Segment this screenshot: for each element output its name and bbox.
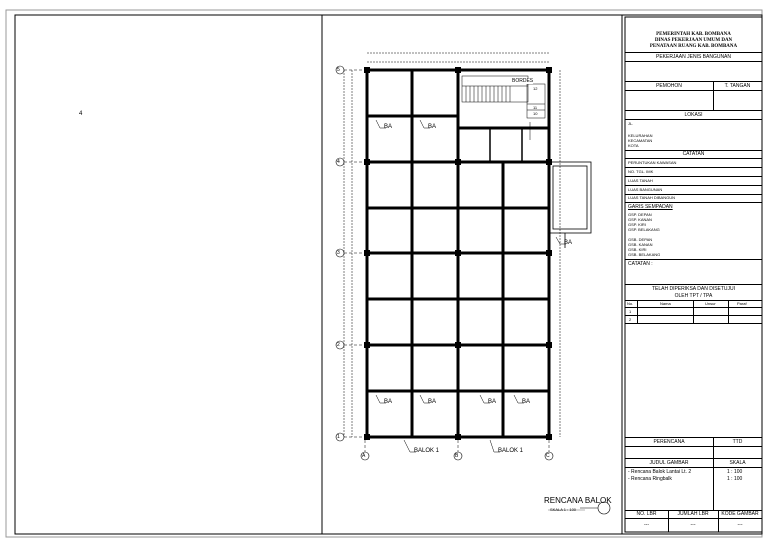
catatan2-label: CATATAN : [628,261,653,267]
grid-bubbles [336,66,553,460]
ba-label: BA [428,399,437,405]
gsp-kiri: GSP. KIRI [628,222,646,227]
table-row-2: 2 [629,317,632,322]
gsb-depan: GSB. DEPAN [628,237,653,242]
no-lbr-value: --- [644,522,649,528]
divider [718,510,719,532]
judul-gambar-label: JUDUL GAMBAR [649,460,689,466]
ba-leaders [376,120,566,452]
skala-line-1: 1 : 100 [727,469,743,475]
grid-label-3: 3 [337,250,340,256]
judul-line-2: - Rencana Ringbalk [628,476,672,482]
ttangan-label: T. TANGAN [724,83,751,89]
divider [625,284,762,285]
perencana-label: PERENCANA [653,439,685,445]
divider [625,202,762,203]
bordes-label: BORDES [512,78,534,84]
ba-label: BA [384,124,393,130]
jumlah-lbr-label: JUMLAH LBR [677,511,709,517]
divider [637,300,638,323]
kota-label: KOTA [628,143,639,148]
kode-gambar-value: --- [737,522,743,528]
page-number: 4 [79,111,83,117]
divider [625,61,762,62]
gsp-depan: GSP. DEPAN [628,212,652,217]
divider [713,458,714,510]
stair-number-12: 12 [533,86,538,91]
divider [625,437,762,438]
divider [625,110,762,111]
garis-sempadan-label: GARIS SEMPADAN [628,204,673,210]
peruntukan-label: PERUNTUKAN KAWASAN [628,160,677,165]
luas-tanah-label: LUAS TANAH [628,178,653,183]
gsp-belakang: GSP. BELAKANG [628,227,660,232]
divider [713,81,714,110]
luas-bangunan-label: LUAS BANGUNAN [628,187,663,192]
ba-label: BA [522,399,531,405]
no-tgl-label: NO. TGL. IMK [628,169,654,174]
table-nama-header: Nama [660,301,671,306]
divider [625,52,762,53]
divider [625,467,762,468]
divider [625,90,762,91]
approved-line-1: TELAH DIPERIKSA DAN DISETUJUI [651,286,736,292]
divider [625,158,762,159]
balcony [549,162,591,248]
header-line-2: DINAS PEKERJAAN UMUM DAN [654,38,733,43]
divider [625,81,762,82]
kecamatan-label: KECAMATAN [628,138,653,143]
divider [668,510,669,532]
ba-label: BA [488,399,497,405]
skala-line-2: 1 : 100 [727,476,743,482]
jumlah-lbr-value: --- [690,522,696,528]
gsb-kanan: GSB. KANAN [628,242,653,247]
luas-tanah-dibangun-label: LUAS TANAH DIBANGUN [628,195,675,200]
header-line-1: PEMERINTAH KAB. BOMBANA [656,32,731,37]
divider [625,119,762,120]
divider [625,323,762,324]
divider [693,300,694,323]
skala-label: SKALA [729,460,746,466]
table-no-header: No. [627,301,634,306]
kode-gambar-label: KODE GAMBAR [721,511,759,517]
grid-label-b: B [455,453,459,459]
ba-label: BA [384,399,393,405]
grid-label-1: 1 [337,434,340,440]
gsp-kanan: GSP. KANAN [628,217,652,222]
balok1-label: BALOK 1 [498,448,524,454]
grid-label-a: A [362,453,366,459]
table-unsur-header: Unsur [705,301,716,306]
grid-label-2: 2 [337,342,340,348]
kelurahan-label: KELURAHAN [628,133,653,138]
divider [728,300,729,323]
title-block-header [625,32,762,50]
grid-label-5: 5 [337,67,340,73]
divider [713,437,714,458]
pemohon-label: PEMOHON [656,83,682,89]
dimension-lines [344,53,560,437]
table-row-1: 1 [629,309,632,314]
grid-label-c: C [546,453,550,459]
drawing-scale: SKALA 1 : 100 [550,507,577,512]
no-lbr-label: NO. LBR [636,511,657,517]
judul-line-1: - Rencana Balok Lantai Lt. 2 [628,469,692,475]
table-paraf-header: Paraf [737,301,747,306]
gsb-kiri: GSB. KIRI [628,247,647,252]
stair-number-10: 10 [533,111,538,116]
divider [625,185,762,186]
divider [625,167,762,168]
grid-label-4: 4 [337,159,340,165]
gsb-belakang: GSB. BELAKANG [628,252,661,257]
divider [625,259,762,260]
header-line-3: PENATAAN RUANG KAB. BOMBANA [649,44,738,49]
title-block-frame [625,17,762,532]
balok1-label: BALOK 1 [414,448,440,454]
divider [625,518,762,519]
jl-label: JL. [628,121,634,126]
approved-line-2: OLEH TPT / TPA [674,293,713,299]
sheet-border [15,15,762,534]
lokasi-label: LOKASI [684,112,703,118]
divider [625,446,762,447]
stair-number-11: 11 [533,105,538,110]
divider [625,176,762,177]
catatan-label: CATATAN [682,151,705,157]
ba-label: BA [428,124,437,130]
secondary-beams [490,128,522,162]
project-label: PEKERJAAN JENIS BANGUNAN [655,54,732,60]
ttd-label: TTD [732,439,743,445]
drawing-title: RENCANA BALOK [544,496,612,505]
approval-text [625,286,762,300]
ba-label: BA [564,240,573,246]
divider [625,458,762,459]
